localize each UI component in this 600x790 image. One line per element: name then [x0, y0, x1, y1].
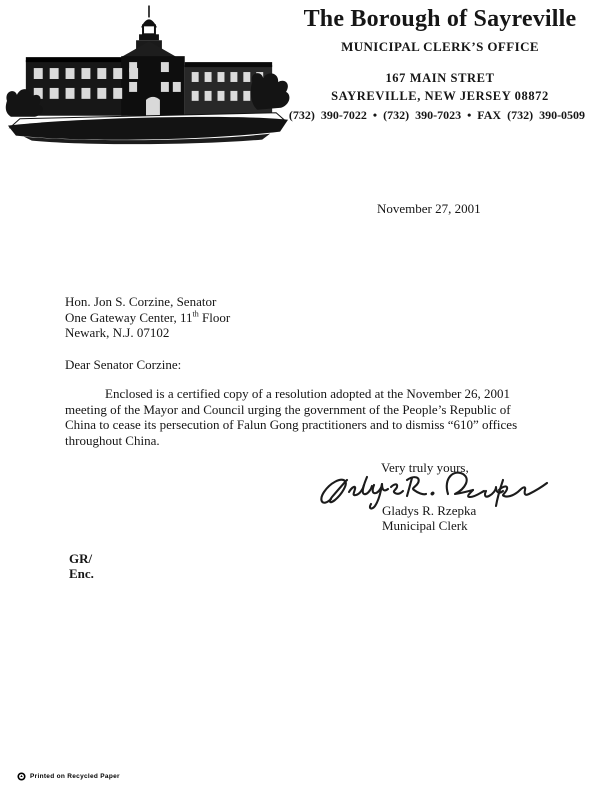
recipient-line2: One Gateway Center, 11th Floor: [65, 309, 231, 325]
salutation: Dear Senator Corzine:: [65, 357, 182, 372]
body-line: throughout China.: [65, 432, 160, 448]
letterhead-phone-line: (732) 390-7022 • (732) 390-7023 • FAX (732) 390-0509: [288, 108, 586, 122]
recipient-line3: Newark, N.J. 07102: [65, 325, 170, 340]
footer: [17, 772, 120, 781]
ordinal-superscript: th: [192, 309, 199, 319]
letterhead: [282, 6, 598, 123]
org-name: The Borough of Sayreville: [303, 6, 577, 32]
enclosure-note: Enc.: [69, 566, 94, 581]
reference-initials: GR/: [69, 551, 93, 566]
body-paragraph: [65, 386, 565, 448]
letterhead-address-line1: 167 MAIN STRET: [385, 71, 495, 85]
letterhead-address-line2: SAYREVILLE, NEW JERSEY 08872: [331, 89, 549, 103]
recipient-line1: Hon. Jon S. Corzine, Senator: [65, 294, 217, 309]
recycle-icon: [17, 772, 26, 781]
borough-hall-illustration: [4, 4, 292, 152]
reference-block: [69, 551, 94, 581]
body-line: meeting of the Mayor and Council urging the government of the People’s Republic of: [65, 401, 511, 417]
recipient-address: [65, 294, 230, 341]
closing: Very truly yours,: [381, 460, 469, 475]
body-line: China to cease its persecution of Falun Gong practitioners and to dismiss “610” offices: [65, 417, 518, 432]
letter-date: November 27, 2001: [377, 201, 481, 216]
signer-title: Municipal Clerk: [382, 518, 468, 533]
recycled-paper-note: Printed on Recycled Paper: [30, 773, 120, 780]
body-line: Enclosed is a certified copy of a resolution adopted at the November 26, 2001: [105, 386, 511, 401]
signer-name: Gladys R. Rzepka: [382, 503, 477, 518]
office-name: MUNICIPAL CLERK’S OFFICE: [341, 39, 539, 54]
